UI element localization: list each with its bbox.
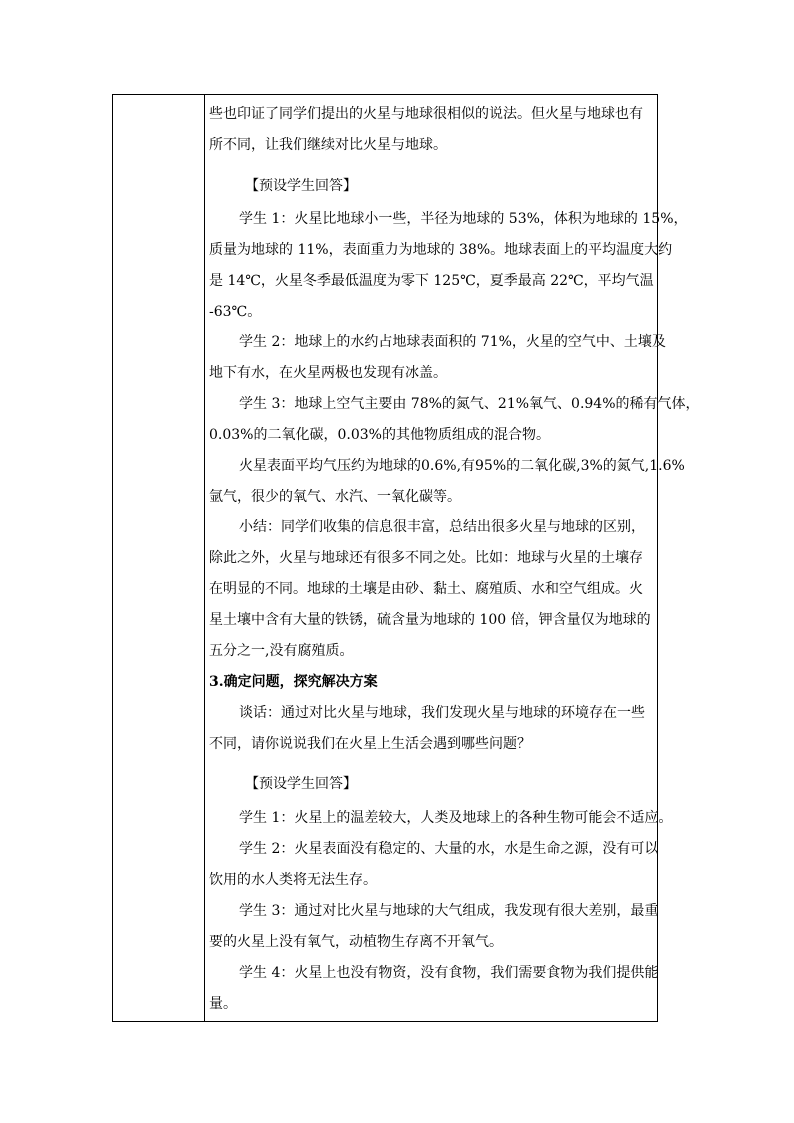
- paragraph-line: 学生 1：火星上的温差较大，人类及地球上的各种生物可能会不适应。: [239, 810, 673, 826]
- section-heading: 3.确定问题，探究解决方案: [209, 674, 378, 690]
- paragraph-line: 火星表面平均气压约为地球的0.6%,有95%的二氧化碳,3%的氮气,1.6%: [239, 458, 685, 474]
- paragraph-line: 氩气，很少的氧气、水汽、一氧化碳等。: [209, 489, 461, 505]
- paragraph-line: 不同，请你说说我们在火星上生活会遇到哪些问题？: [209, 736, 531, 752]
- paragraph-line: 所不同，让我们继续对比火星与地球。: [209, 137, 447, 153]
- paragraph-line: 除此之外，火星与地球还有很多不同之处。比如：地球与火星的土壤存: [209, 550, 643, 566]
- lesson-table: [112, 94, 700, 1022]
- paragraph-line: 地下有水，在火星两极也发现有冰盖。: [209, 365, 447, 381]
- paragraph-line: 谈话：通过对比火星与地球，我们发现火星与地球的环境存在一些: [239, 705, 645, 721]
- paragraph-line: 些也印证了同学们提出的火星与地球很相似的说法。但火星与地球也有: [209, 106, 643, 122]
- paragraph-line: 星土壤中含有大量的铁锈，硫含量为地球的 100 倍，钾含量仅为地球的: [209, 612, 651, 628]
- paragraph-line: 要的火星上没有氧气，动植物生存离不开氧气。: [209, 934, 503, 950]
- preset-answers-heading: 【预设学生回答】: [245, 178, 357, 194]
- paragraph-line: -63℃。: [209, 304, 262, 320]
- paragraph-line: 学生 3：地球上空气主要由 78%的氮气、21%氧气、0.94%的稀有气体，: [239, 396, 700, 412]
- table-left-cell: [113, 95, 205, 1021]
- paragraph-line: 量。: [209, 996, 237, 1012]
- paragraph-line: 小结：同学们收集的信息很丰富，总结出很多火星与地球的区别，: [239, 519, 645, 535]
- paragraph-line: 质量为地球的 11%，表面重力为地球的 38%。地球表面上的平均温度大约: [209, 242, 673, 258]
- paragraph-line: 是 14℃，火星冬季最低温度为零下 125℃，夏季最高 22℃，平均气温: [209, 273, 654, 289]
- paragraph-line: 学生 4：火星上也没有物资，没有食物，我们需要食物为我们提供能: [239, 965, 659, 981]
- paragraph-line: 学生 2：火星表面没有稳定的、大量的水，水是生命之源，没有可以: [239, 841, 659, 857]
- paragraph-line: 0.03%的二氧化碳，0.03%的其他物质组成的混合物。: [209, 427, 550, 443]
- paragraph-line: 学生 2：地球上的水约占地球表面积的 71%，火星的空气中、土壤及: [239, 334, 666, 350]
- paragraph-line: 学生 1：火星比地球小一些，半径为地球的 53%，体积为地球的 15%，: [239, 211, 688, 227]
- paragraph-line: 饮用的水人类将无法生存。: [209, 872, 377, 888]
- paragraph-line: 学生 3：通过对比火星与地球的大气组成，我发现有很大差别，最重: [239, 903, 659, 919]
- preset-answers-heading: 【预设学生回答】: [245, 776, 357, 792]
- paragraph-line: 在明显的不同。地球的土壤是由砂、黏土、腐殖质、水和空气组成。火: [209, 581, 643, 597]
- paragraph-line: 五分之一,没有腐殖质。: [209, 643, 354, 659]
